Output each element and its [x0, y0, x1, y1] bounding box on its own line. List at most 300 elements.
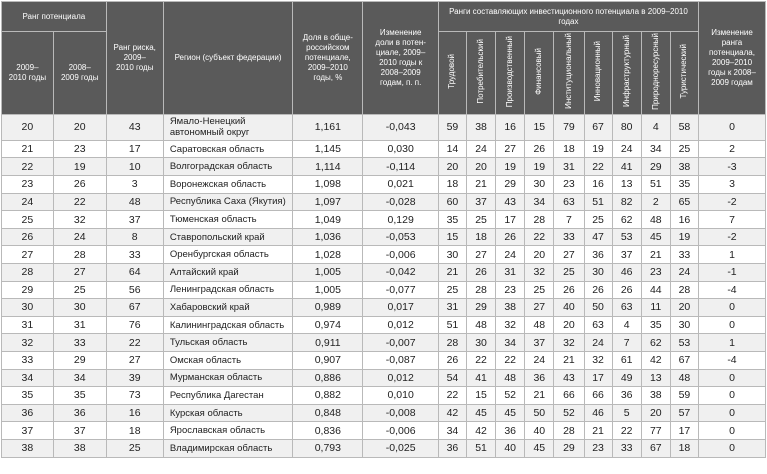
- risk-rank-cell: 67: [106, 299, 163, 317]
- component-rank-cell: 30: [584, 263, 612, 281]
- component-rank-cell: 29: [466, 299, 495, 317]
- component-rank-cell: 27: [554, 246, 584, 264]
- component-rank-cell: 23: [496, 281, 525, 299]
- share-cell: 0,793: [293, 439, 363, 457]
- component-rank-cell: 53: [670, 334, 698, 352]
- region-cell: Тюменская область: [163, 211, 292, 229]
- component-rank-cell: 13: [612, 176, 641, 194]
- component-rank-cell: 66: [554, 387, 584, 405]
- share-cell: 0,974: [293, 316, 363, 334]
- component-rank-cell: 67: [641, 439, 670, 457]
- component-rank-cell: 20: [466, 158, 495, 176]
- component-rank-cell: 24: [466, 140, 495, 158]
- rank-2008-2009-cell: 19: [53, 158, 106, 176]
- header-component-tourism: Туристический: [670, 32, 698, 115]
- component-rank-cell: 35: [670, 176, 698, 194]
- component-rank-cell: 15: [466, 387, 495, 405]
- region-cell: Республика Дагестан: [163, 387, 292, 405]
- rank-change-cell: -3: [698, 158, 765, 176]
- rank-2009-2010-cell: 20: [2, 114, 54, 140]
- share-change-cell: 0,012: [363, 369, 439, 387]
- component-rank-cell: 63: [554, 193, 584, 211]
- component-rank-cell: 36: [496, 422, 525, 440]
- component-rank-cell: 22: [466, 351, 495, 369]
- header-rank-potential: Ранг потенциала: [2, 2, 107, 32]
- component-rank-cell: 7: [554, 211, 584, 229]
- region-cell: Тульская область: [163, 334, 292, 352]
- component-rank-cell: 29: [496, 176, 525, 194]
- share-change-cell: 0,010: [363, 387, 439, 405]
- component-rank-cell: 28: [525, 211, 554, 229]
- table-row: [2, 404, 766, 422]
- component-rank-cell: 18: [670, 439, 698, 457]
- component-rank-cell: 28: [554, 422, 584, 440]
- share-change-cell: -0,087: [363, 351, 439, 369]
- component-rank-cell: 21: [641, 246, 670, 264]
- share-cell: 1,036: [293, 228, 363, 246]
- component-rank-cell: 26: [612, 281, 641, 299]
- component-rank-cell: 26: [496, 228, 525, 246]
- risk-rank-cell: 39: [106, 369, 163, 387]
- share-change-cell: -0,006: [363, 422, 439, 440]
- risk-rank-cell: 73: [106, 387, 163, 405]
- component-rank-cell: 37: [525, 334, 554, 352]
- rank-2009-2010-cell: 23: [2, 176, 54, 194]
- component-rank-cell: 20: [670, 299, 698, 317]
- component-rank-cell: 82: [612, 193, 641, 211]
- component-rank-cell: 24: [670, 263, 698, 281]
- share-cell: 0,907: [293, 351, 363, 369]
- rank-2008-2009-cell: 23: [53, 140, 106, 158]
- component-rank-cell: 26: [466, 263, 495, 281]
- component-rank-cell: 54: [438, 369, 466, 387]
- component-rank-cell: 36: [612, 387, 641, 405]
- component-rank-cell: 47: [584, 228, 612, 246]
- risk-rank-cell: 17: [106, 140, 163, 158]
- component-rank-cell: 51: [438, 316, 466, 334]
- component-rank-cell: 45: [641, 228, 670, 246]
- component-rank-cell: 29: [641, 158, 670, 176]
- component-rank-cell: 48: [670, 369, 698, 387]
- component-rank-cell: 32: [554, 334, 584, 352]
- rank-2008-2009-cell: 30: [53, 299, 106, 317]
- header-component-innovation: Инновационный: [584, 32, 612, 115]
- share-change-cell: -0,025: [363, 439, 439, 457]
- component-rank-cell: 18: [466, 228, 495, 246]
- component-rank-cell: 48: [466, 316, 495, 334]
- region-cell: Омская область: [163, 351, 292, 369]
- share-change-cell: -0,007: [363, 334, 439, 352]
- risk-rank-cell: 22: [106, 334, 163, 352]
- component-rank-cell: 63: [612, 299, 641, 317]
- component-rank-cell: 34: [525, 193, 554, 211]
- component-rank-cell: 38: [466, 114, 495, 140]
- component-rank-cell: 33: [612, 439, 641, 457]
- component-rank-cell: 20: [641, 404, 670, 422]
- header-year-2008-2009: 2008– 2009 годы: [53, 32, 106, 115]
- risk-rank-cell: 48: [106, 193, 163, 211]
- component-rank-cell: 22: [496, 351, 525, 369]
- region-cell: Ямало-Ненецкий автономный округ: [163, 114, 292, 140]
- component-rank-cell: 66: [584, 387, 612, 405]
- share-change-cell: -0,077: [363, 281, 439, 299]
- component-rank-cell: 57: [670, 404, 698, 422]
- component-rank-cell: 65: [670, 193, 698, 211]
- component-rank-cell: 24: [584, 334, 612, 352]
- component-rank-cell: 48: [641, 211, 670, 229]
- header-component-natural-resource: Природноресурсный: [641, 32, 670, 115]
- component-rank-cell: 23: [584, 439, 612, 457]
- rank-change-cell: 1: [698, 334, 765, 352]
- risk-rank-cell: 27: [106, 351, 163, 369]
- component-rank-cell: 67: [670, 351, 698, 369]
- component-rank-cell: 19: [670, 228, 698, 246]
- component-rank-cell: 38: [496, 299, 525, 317]
- component-rank-cell: 27: [496, 140, 525, 158]
- component-rank-cell: 32: [525, 263, 554, 281]
- component-rank-cell: 51: [584, 193, 612, 211]
- component-rank-cell: 17: [584, 369, 612, 387]
- component-rank-cell: 26: [438, 351, 466, 369]
- component-rank-cell: 16: [584, 176, 612, 194]
- component-rank-cell: 33: [670, 246, 698, 264]
- component-rank-cell: 28: [670, 281, 698, 299]
- rank-2008-2009-cell: 27: [53, 263, 106, 281]
- component-rank-cell: 17: [496, 211, 525, 229]
- table-row: [2, 193, 766, 211]
- header-year-2009-2010: 2009– 2010 годы: [2, 32, 54, 115]
- component-rank-cell: 79: [554, 114, 584, 140]
- rank-2009-2010-cell: 22: [2, 158, 54, 176]
- component-rank-cell: 22: [612, 422, 641, 440]
- component-rank-cell: 14: [438, 140, 466, 158]
- rank-2009-2010-cell: 27: [2, 246, 54, 264]
- rank-2008-2009-cell: 29: [53, 351, 106, 369]
- rank-change-cell: 2: [698, 140, 765, 158]
- component-rank-cell: 45: [525, 439, 554, 457]
- rank-2008-2009-cell: 32: [53, 211, 106, 229]
- component-rank-cell: 40: [496, 439, 525, 457]
- rank-2008-2009-cell: 22: [53, 193, 106, 211]
- region-cell: Воронежская область: [163, 176, 292, 194]
- investment-potential-table: [1, 1, 766, 458]
- rank-change-cell: -4: [698, 281, 765, 299]
- table-row: [2, 140, 766, 158]
- component-rank-cell: 22: [525, 228, 554, 246]
- share-change-cell: -0,053: [363, 228, 439, 246]
- component-rank-cell: 26: [525, 140, 554, 158]
- rank-2008-2009-cell: 37: [53, 422, 106, 440]
- region-cell: Оренбургская область: [163, 246, 292, 264]
- component-rank-cell: 43: [496, 193, 525, 211]
- region-cell: Курская область: [163, 404, 292, 422]
- component-rank-cell: 4: [641, 114, 670, 140]
- header-component-institutional: Институциональный: [554, 32, 584, 115]
- region-cell: Ярославская область: [163, 422, 292, 440]
- rank-2008-2009-cell: 20: [53, 114, 106, 140]
- component-rank-cell: 19: [584, 140, 612, 158]
- rank-change-cell: 0: [698, 316, 765, 334]
- component-rank-cell: 37: [466, 193, 495, 211]
- component-rank-cell: 30: [670, 316, 698, 334]
- rank-2008-2009-cell: 34: [53, 369, 106, 387]
- share-cell: 0,911: [293, 334, 363, 352]
- share-cell: 1,114: [293, 158, 363, 176]
- component-rank-cell: 32: [496, 316, 525, 334]
- component-rank-cell: 36: [525, 369, 554, 387]
- component-rank-cell: 51: [641, 176, 670, 194]
- rank-2009-2010-cell: 28: [2, 263, 54, 281]
- component-rank-cell: 24: [496, 246, 525, 264]
- risk-rank-cell: 3: [106, 176, 163, 194]
- share-cell: 1,161: [293, 114, 363, 140]
- table-row: [2, 246, 766, 264]
- table-row: [2, 299, 766, 317]
- header-risk-rank: Ранг риска, 2009– 2010 годы: [106, 2, 163, 115]
- component-rank-cell: 31: [496, 263, 525, 281]
- table-row: [2, 334, 766, 352]
- region-cell: Ставропольский край: [163, 228, 292, 246]
- header-component-labor: Трудовой: [438, 32, 466, 115]
- component-rank-cell: 7: [612, 334, 641, 352]
- component-rank-cell: 27: [466, 246, 495, 264]
- component-rank-cell: 13: [641, 369, 670, 387]
- component-rank-cell: 53: [612, 228, 641, 246]
- component-rank-cell: 4: [612, 316, 641, 334]
- rank-2008-2009-cell: 26: [53, 176, 106, 194]
- risk-rank-cell: 8: [106, 228, 163, 246]
- risk-rank-cell: 16: [106, 404, 163, 422]
- table-row: [2, 316, 766, 334]
- table-row: [2, 369, 766, 387]
- component-rank-cell: 44: [641, 281, 670, 299]
- share-cell: 1,097: [293, 193, 363, 211]
- rank-2009-2010-cell: 33: [2, 351, 54, 369]
- risk-rank-cell: 43: [106, 114, 163, 140]
- risk-rank-cell: 18: [106, 422, 163, 440]
- component-rank-cell: 15: [438, 228, 466, 246]
- component-rank-cell: 30: [525, 176, 554, 194]
- rank-2009-2010-cell: 31: [2, 316, 54, 334]
- rank-2008-2009-cell: 38: [53, 439, 106, 457]
- share-cell: 0,989: [293, 299, 363, 317]
- component-rank-cell: 59: [670, 387, 698, 405]
- rank-change-cell: 0: [698, 404, 765, 422]
- component-rank-cell: 40: [525, 422, 554, 440]
- share-cell: 0,886: [293, 369, 363, 387]
- component-rank-cell: 26: [584, 281, 612, 299]
- component-rank-cell: 16: [496, 114, 525, 140]
- region-cell: Калининградская область: [163, 316, 292, 334]
- component-rank-cell: 18: [438, 176, 466, 194]
- component-rank-cell: 80: [612, 114, 641, 140]
- rank-2008-2009-cell: 33: [53, 334, 106, 352]
- rank-2008-2009-cell: 35: [53, 387, 106, 405]
- risk-rank-cell: 64: [106, 263, 163, 281]
- rank-change-cell: 1: [698, 246, 765, 264]
- component-rank-cell: 25: [554, 263, 584, 281]
- component-rank-cell: 28: [438, 334, 466, 352]
- rank-2009-2010-cell: 35: [2, 387, 54, 405]
- rank-2009-2010-cell: 25: [2, 211, 54, 229]
- component-rank-cell: 23: [641, 263, 670, 281]
- rank-change-cell: 0: [698, 369, 765, 387]
- component-rank-cell: 51: [466, 439, 495, 457]
- component-rank-cell: 20: [525, 246, 554, 264]
- header-component-consumer: Потребительский: [466, 32, 495, 115]
- component-rank-cell: 27: [525, 299, 554, 317]
- component-rank-cell: 41: [612, 158, 641, 176]
- component-rank-cell: 19: [525, 158, 554, 176]
- rank-2008-2009-cell: 28: [53, 246, 106, 264]
- component-rank-cell: 30: [438, 246, 466, 264]
- component-rank-cell: 35: [438, 211, 466, 229]
- risk-rank-cell: 33: [106, 246, 163, 264]
- component-rank-cell: 42: [641, 351, 670, 369]
- component-rank-cell: 21: [554, 351, 584, 369]
- component-rank-cell: 25: [670, 140, 698, 158]
- component-rank-cell: 45: [496, 404, 525, 422]
- share-change-cell: -0,043: [363, 114, 439, 140]
- component-rank-cell: 28: [466, 281, 495, 299]
- component-rank-cell: 31: [554, 158, 584, 176]
- component-rank-cell: 35: [641, 316, 670, 334]
- component-rank-cell: 32: [584, 351, 612, 369]
- table-row: [2, 114, 766, 140]
- rank-change-cell: 0: [698, 299, 765, 317]
- share-change-cell: -0,008: [363, 404, 439, 422]
- share-cell: 0,848: [293, 404, 363, 422]
- component-rank-cell: 38: [641, 387, 670, 405]
- component-rank-cell: 77: [641, 422, 670, 440]
- region-cell: Волгоградская область: [163, 158, 292, 176]
- share-change-cell: 0,030: [363, 140, 439, 158]
- component-rank-cell: 16: [670, 211, 698, 229]
- rank-2009-2010-cell: 29: [2, 281, 54, 299]
- region-cell: Ленинградская область: [163, 281, 292, 299]
- component-rank-cell: 22: [584, 158, 612, 176]
- rank-change-cell: 0: [698, 422, 765, 440]
- component-rank-cell: 46: [584, 404, 612, 422]
- component-rank-cell: 50: [584, 299, 612, 317]
- table-row: [2, 439, 766, 457]
- component-rank-cell: 26: [554, 281, 584, 299]
- rank-change-cell: 0: [698, 114, 765, 140]
- component-rank-cell: 52: [496, 387, 525, 405]
- header-rank-change: Изменение ранга потенциала, 2009–2010 годы к 2008– 2009 годам: [698, 2, 765, 115]
- share-cell: 0,882: [293, 387, 363, 405]
- table-row: [2, 422, 766, 440]
- risk-rank-cell: 10: [106, 158, 163, 176]
- component-rank-cell: 21: [584, 422, 612, 440]
- component-rank-cell: 25: [525, 281, 554, 299]
- rank-change-cell: -2: [698, 228, 765, 246]
- component-rank-cell: 59: [438, 114, 466, 140]
- component-rank-cell: 50: [525, 404, 554, 422]
- component-rank-cell: 21: [525, 387, 554, 405]
- share-cell: 1,005: [293, 281, 363, 299]
- header-region: Регион (субъект федерации): [163, 2, 292, 115]
- risk-rank-cell: 76: [106, 316, 163, 334]
- component-rank-cell: 49: [612, 369, 641, 387]
- share-change-cell: -0,028: [363, 193, 439, 211]
- component-rank-cell: 2: [641, 193, 670, 211]
- component-rank-cell: 23: [554, 176, 584, 194]
- rank-2009-2010-cell: 36: [2, 404, 54, 422]
- component-rank-cell: 31: [438, 299, 466, 317]
- component-rank-cell: 21: [438, 263, 466, 281]
- component-rank-cell: 15: [525, 114, 554, 140]
- risk-rank-cell: 37: [106, 211, 163, 229]
- component-rank-cell: 40: [554, 299, 584, 317]
- rank-2009-2010-cell: 38: [2, 439, 54, 457]
- table-body: [2, 114, 766, 457]
- component-rank-cell: 37: [612, 246, 641, 264]
- rank-2009-2010-cell: 26: [2, 228, 54, 246]
- component-rank-cell: 33: [554, 228, 584, 246]
- component-rank-cell: 18: [554, 140, 584, 158]
- region-cell: Республика Саха (Якутия): [163, 193, 292, 211]
- table-row: [2, 387, 766, 405]
- component-rank-cell: 60: [438, 193, 466, 211]
- share-cell: 1,098: [293, 176, 363, 194]
- rank-change-cell: 3: [698, 176, 765, 194]
- component-rank-cell: 17: [670, 422, 698, 440]
- header-component-infrastructure: Инфраструктурный: [612, 32, 641, 115]
- component-rank-cell: 29: [554, 439, 584, 457]
- region-cell: Алтайский край: [163, 263, 292, 281]
- rank-change-cell: -2: [698, 193, 765, 211]
- rank-2008-2009-cell: 36: [53, 404, 106, 422]
- component-rank-cell: 19: [496, 158, 525, 176]
- share-change-cell: 0,012: [363, 316, 439, 334]
- share-change-cell: -0,042: [363, 263, 439, 281]
- share-change-cell: -0,114: [363, 158, 439, 176]
- rank-2009-2010-cell: 21: [2, 140, 54, 158]
- component-rank-cell: 5: [612, 404, 641, 422]
- component-rank-cell: 34: [438, 422, 466, 440]
- table-row: [2, 351, 766, 369]
- table-row: [2, 176, 766, 194]
- table-row: [2, 281, 766, 299]
- component-rank-cell: 20: [438, 158, 466, 176]
- share-cell: 0,836: [293, 422, 363, 440]
- component-rank-cell: 25: [584, 211, 612, 229]
- component-rank-cell: 36: [438, 439, 466, 457]
- share-change-cell: -0,006: [363, 246, 439, 264]
- rank-change-cell: 0: [698, 387, 765, 405]
- rank-2009-2010-cell: 32: [2, 334, 54, 352]
- component-rank-cell: 61: [612, 351, 641, 369]
- component-rank-cell: 24: [612, 140, 641, 158]
- component-rank-cell: 24: [525, 351, 554, 369]
- component-rank-cell: 42: [466, 422, 495, 440]
- component-rank-cell: 42: [438, 404, 466, 422]
- component-rank-cell: 58: [670, 114, 698, 140]
- component-rank-cell: 62: [612, 211, 641, 229]
- rank-2008-2009-cell: 31: [53, 316, 106, 334]
- header-component-financial: Финансовый: [525, 32, 554, 115]
- rank-change-cell: 0: [698, 439, 765, 457]
- rank-change-cell: -4: [698, 351, 765, 369]
- component-rank-cell: 36: [584, 246, 612, 264]
- table-row: [2, 263, 766, 281]
- component-rank-cell: 48: [496, 369, 525, 387]
- share-change-cell: 0,017: [363, 299, 439, 317]
- risk-rank-cell: 25: [106, 439, 163, 457]
- component-rank-cell: 41: [466, 369, 495, 387]
- header-share-change: Изменение доли в потен- циале, 2009– 2010 годы к 2008–2009 годам, п. п.: [363, 2, 439, 115]
